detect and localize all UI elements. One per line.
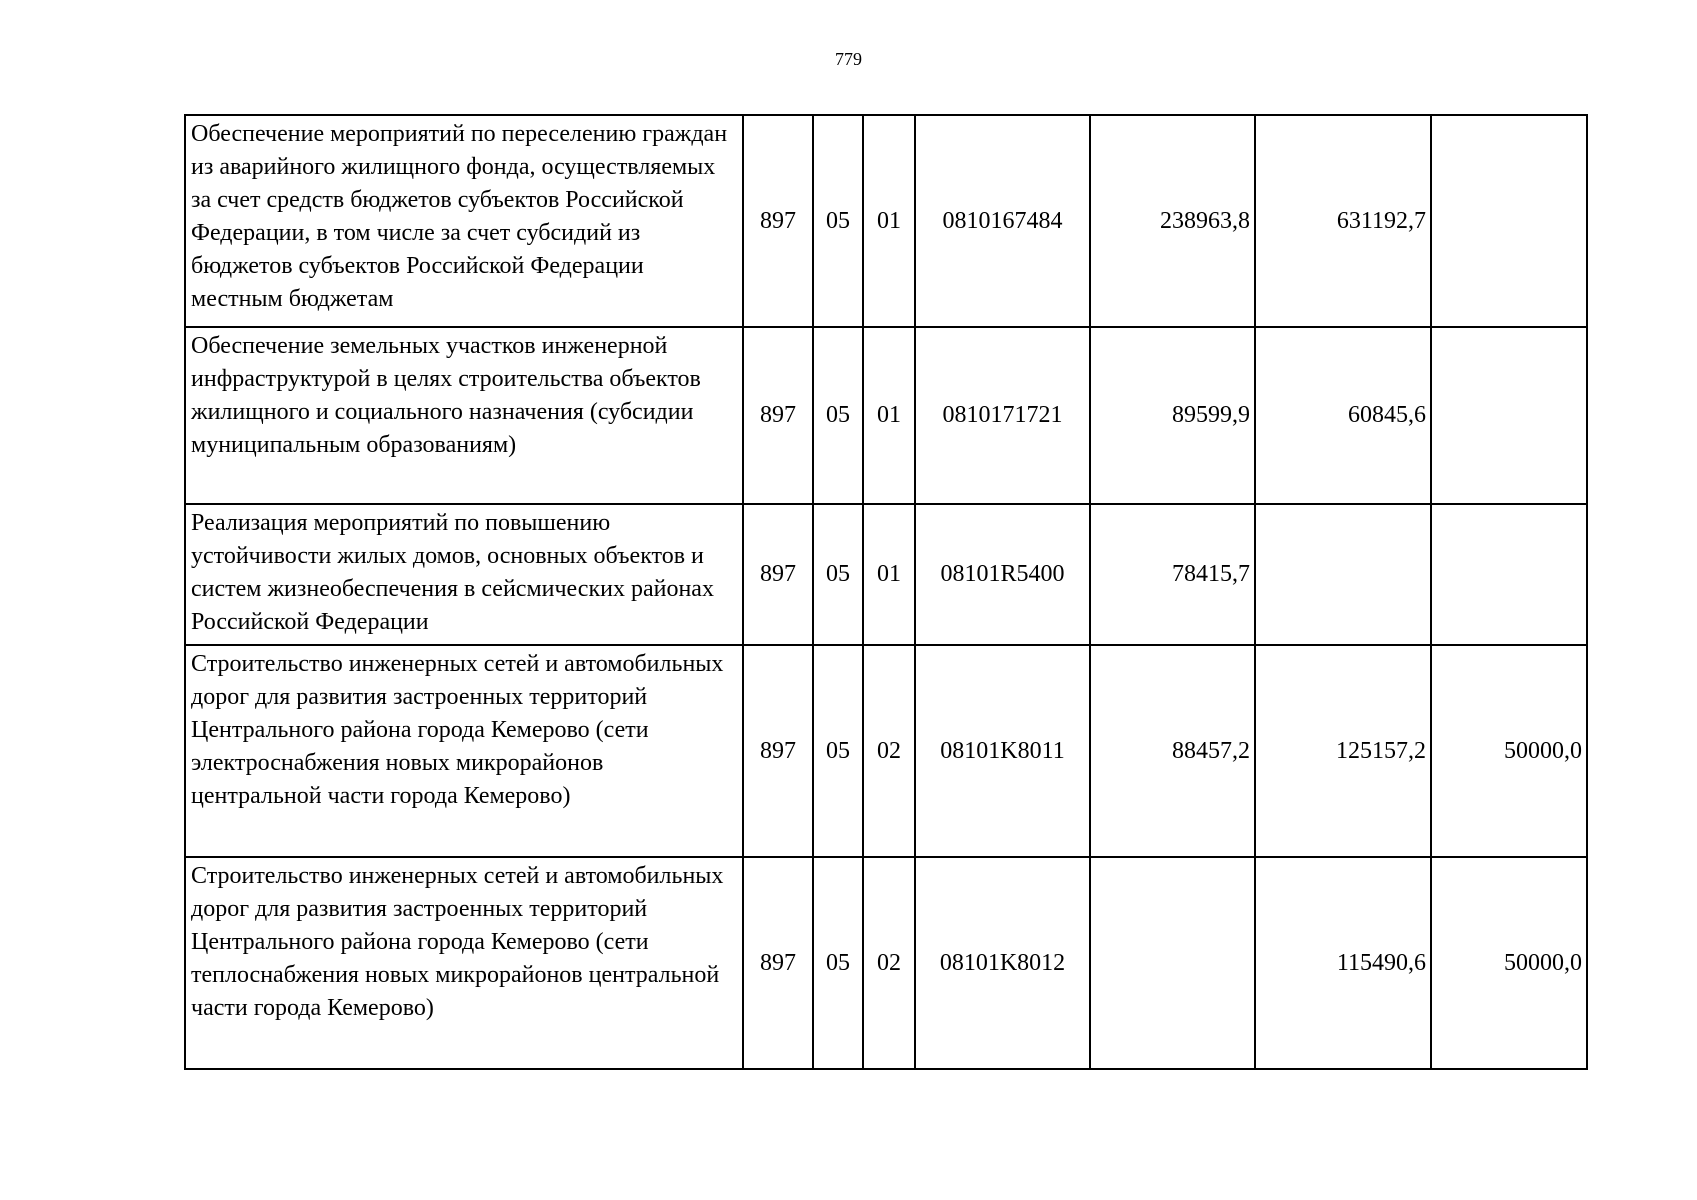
amount-1-cell: 78415,7 <box>1090 504 1255 645</box>
table-row <box>185 645 1587 857</box>
section-code-cell: 05 <box>813 645 863 857</box>
subsection-code-cell: 01 <box>863 115 915 327</box>
amount-1-cell: 238963,8 <box>1090 115 1255 327</box>
ministry-code-cell: 897 <box>743 115 813 327</box>
ministry-code-cell: 897 <box>743 504 813 645</box>
row-name-cell: Строительство инженерных сетей и автомобильных дорог для развития застроенных территорий Центрального района города Кемерово (сети теплоснабжения новых микрорайонов центральной части города Кемерово) <box>185 857 743 1069</box>
table-row <box>185 857 1587 1069</box>
section-code-cell: 05 <box>813 115 863 327</box>
amount-1-cell <box>1090 857 1255 1069</box>
section-code-cell: 05 <box>813 327 863 504</box>
table-row <box>185 327 1587 504</box>
ministry-code-cell: 897 <box>743 645 813 857</box>
budget-table <box>184 114 1588 1070</box>
amount-2-cell: 60845,6 <box>1255 327 1431 504</box>
row-name-cell: Обеспечение мероприятий по переселению граждан из аварийного жилищного фонда, осуществляемых за счет средств бюджетов субъектов Российской Федерации, в том числе за счет субсидий из бюджетов субъектов Российской Федерации местным бюджетам <box>185 115 743 327</box>
amount-2-cell: 125157,2 <box>1255 645 1431 857</box>
row-name-cell: Обеспечение земельных участков инженерной инфраструктурой в целях строительства объектов жилищного и социального назначения (субсидии муниципальным образованиям) <box>185 327 743 504</box>
target-article-cell: 0810167484 <box>915 115 1090 327</box>
amount-1-cell: 89599,9 <box>1090 327 1255 504</box>
amount-3-cell <box>1431 115 1587 327</box>
amount-1-cell: 88457,2 <box>1090 645 1255 857</box>
amount-3-cell: 50000,0 <box>1431 645 1587 857</box>
target-article-cell: 08101K8011 <box>915 645 1090 857</box>
subsection-code-cell: 01 <box>863 504 915 645</box>
subsection-code-cell: 02 <box>863 645 915 857</box>
target-article-cell: 08101R5400 <box>915 504 1090 645</box>
table-row <box>185 504 1587 645</box>
subsection-code-cell: 01 <box>863 327 915 504</box>
amount-3-cell: 50000,0 <box>1431 857 1587 1069</box>
row-name-cell: Строительство инженерных сетей и автомобильных дорог для развития застроенных территорий Центрального района города Кемерово (сети электроснабжения новых микрорайонов центральной части города Кемерово) <box>185 645 743 857</box>
target-article-cell: 08101K8012 <box>915 857 1090 1069</box>
subsection-code-cell: 02 <box>863 857 915 1069</box>
amount-2-cell <box>1255 504 1431 645</box>
section-code-cell: 05 <box>813 504 863 645</box>
page-number: 779 <box>835 49 862 69</box>
target-article-cell: 0810171721 <box>915 327 1090 504</box>
amount-2-cell: 631192,7 <box>1255 115 1431 327</box>
ministry-code-cell: 897 <box>743 857 813 1069</box>
amount-2-cell: 115490,6 <box>1255 857 1431 1069</box>
amount-3-cell <box>1431 504 1587 645</box>
ministry-code-cell: 897 <box>743 327 813 504</box>
amount-3-cell <box>1431 327 1587 504</box>
table-row <box>185 115 1587 327</box>
row-name-cell: Реализация мероприятий по повышению устойчивости жилых домов, основных объектов и систем жизнеобеспечения в сейсмических районах Российской Федерации <box>185 504 743 645</box>
section-code-cell: 05 <box>813 857 863 1069</box>
